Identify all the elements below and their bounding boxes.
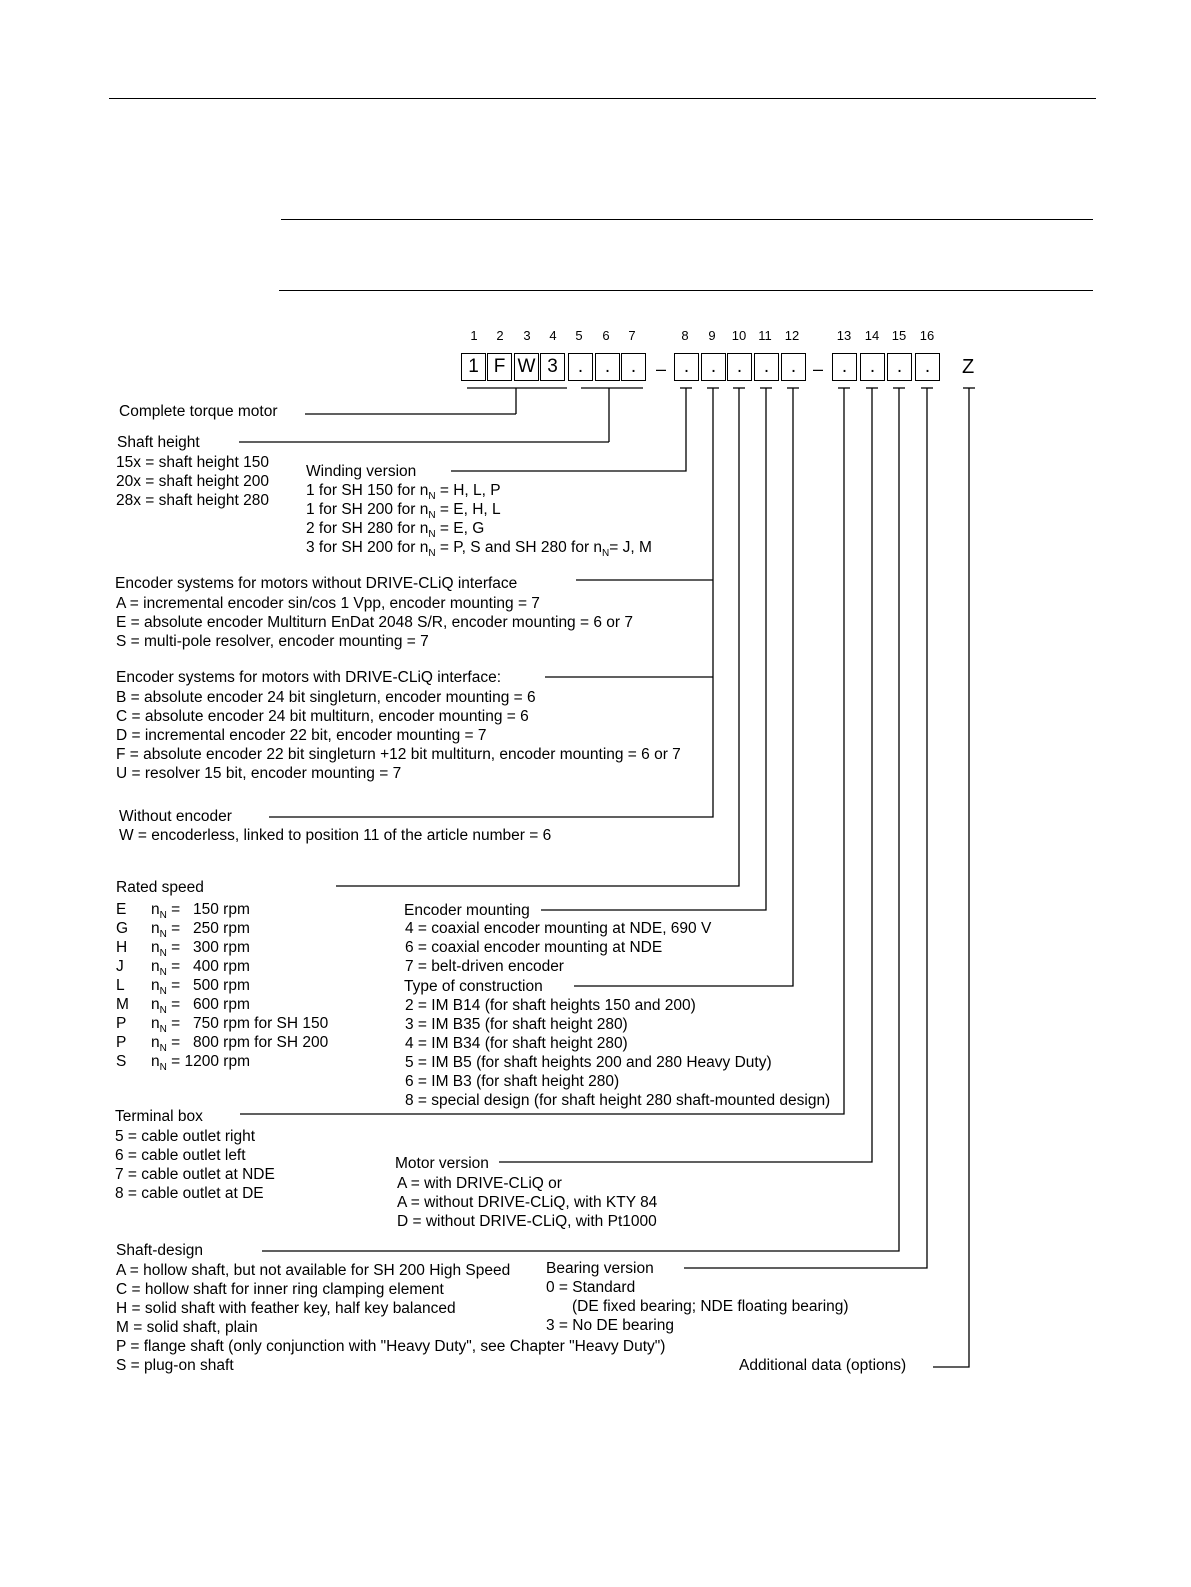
- code-box: 3: [540, 353, 565, 381]
- construction-title: Type of construction: [404, 978, 543, 995]
- speed-code: M: [116, 996, 129, 1013]
- code-box: .: [621, 353, 646, 381]
- construction-item: 8 = special design (for shaft height 280 shaft-mounted design): [405, 1092, 831, 1109]
- encoder-item: U = resolver 15 bit, encoder mounting = 7: [116, 765, 402, 782]
- code-box: .: [674, 353, 699, 381]
- motor-version-item: A = with DRIVE-CLiQ or: [397, 1175, 562, 1192]
- header-rule: [109, 98, 1096, 99]
- shaft-design-title: Shaft-design: [116, 1242, 204, 1259]
- encoder-item: A = incremental encoder sin/cos 1 Vpp, encoder mounting = 7: [116, 595, 540, 612]
- motor-version-title: Motor version: [395, 1155, 489, 1172]
- bearing-item: 3 = No DE bearing: [546, 1317, 674, 1334]
- speed-symbol: $n_N$ =: [151, 1034, 181, 1054]
- speed-symbol: $n_N$ =: [151, 1015, 181, 1035]
- speed-code: L: [116, 977, 125, 994]
- no-encoder-item: W = encoderless, linked to position 11 of the article number = 6: [119, 827, 552, 844]
- code-box: .: [595, 353, 620, 381]
- construction-item: 6 = IM B3 (for shaft height 280): [405, 1073, 620, 1090]
- pos-number: 2: [496, 328, 504, 343]
- encoder-without-cliq-title: Encoder systems for motors without DRIVE-CLiQ interface: [115, 575, 518, 592]
- pos-number: 6: [602, 328, 610, 343]
- encoder-item: C = absolute encoder 24 bit multiturn, encoder mounting = 6: [116, 708, 529, 725]
- construction-item: 5 = IM B5 (for shaft heights 200 and 280 Heavy Duty): [405, 1054, 772, 1071]
- rated-speed-title: Rated speed: [116, 879, 204, 896]
- speed-symbol: $n_N$ =: [151, 920, 181, 940]
- encoder-item: S = multi-pole resolver, encoder mounting = 7: [116, 633, 429, 650]
- winding-item: 2 for SH 280 for $n_N = E$, G: [306, 520, 485, 540]
- speed-symbol: $n_N$ =: [151, 901, 181, 921]
- construction-item: 2 = IM B14 (for shaft heights 150 and 200): [405, 997, 696, 1014]
- shaft-height-item: 28x = shaft height 280: [116, 492, 269, 509]
- speed-code: H: [116, 939, 128, 956]
- shaft-design-item: C = hollow shaft for inner ring clamping element: [116, 1281, 444, 1298]
- code-box: .: [781, 353, 806, 381]
- pos-number: 13: [836, 328, 852, 343]
- speed-code: E: [116, 901, 127, 918]
- code-box: .: [754, 353, 779, 381]
- pos-number: 10: [731, 328, 747, 343]
- code-box: 1: [461, 353, 486, 381]
- code-box: .: [701, 353, 726, 381]
- encoder-item: D = incremental encoder 22 bit, encoder mounting = 7: [116, 727, 487, 744]
- pos-number: 11: [758, 328, 772, 343]
- shaft-design-item: S = plug-on shaft: [116, 1357, 234, 1374]
- pos-number: 5: [575, 328, 583, 343]
- code-box: W: [514, 353, 539, 381]
- bearing-item: (DE fixed bearing; NDE floating bearing): [572, 1298, 849, 1315]
- shaft-design-item: M = solid shaft, plain: [116, 1319, 258, 1336]
- pos-number: 7: [628, 328, 636, 343]
- speed-code: P: [116, 1015, 127, 1032]
- code-suffix: Z: [962, 356, 975, 378]
- section-rule-top: [281, 219, 1093, 220]
- speed-value: 600 rpm: [193, 996, 250, 1013]
- code-box: F: [487, 353, 512, 381]
- speed-code: J: [116, 958, 124, 975]
- construction-item: 4 = IM B34 (for shaft height 280): [405, 1035, 628, 1052]
- speed-value: 250 rpm: [193, 920, 250, 937]
- terminal-box-title: Terminal box: [115, 1108, 203, 1125]
- code-separator: –: [656, 359, 667, 379]
- shaft-height-title: Shaft height: [117, 434, 200, 451]
- shaft-design-item: P = flange shaft (only conjunction with "Heavy Duty", see Chapter "Heavy Duty"): [116, 1338, 666, 1355]
- no-encoder-title: Without encoder: [119, 808, 232, 825]
- encoder-mounting-item: 4 = coaxial encoder mounting at NDE, 690 V: [405, 920, 712, 937]
- code-box: .: [860, 353, 885, 381]
- speed-symbol: $n_N$ =: [151, 977, 181, 997]
- pos-number: 4: [549, 328, 557, 343]
- encoder-item: F = absolute encoder 22 bit singleturn +12 bit multiturn, encoder mounting = 6 or 7: [116, 746, 681, 763]
- speed-code: S: [116, 1053, 127, 1070]
- speed-value: 150 rpm: [193, 901, 250, 918]
- winding-item: 1 for SH 150 for $n_N = H$, L, P: [306, 482, 501, 502]
- speed-value: 300 rpm: [193, 939, 250, 956]
- terminal-box-item: 7 = cable outlet at NDE: [115, 1166, 275, 1183]
- code-box: .: [568, 353, 593, 381]
- encoder-with-cliq-title: Encoder systems for motors with DRIVE-CLiQ interface:: [116, 669, 502, 686]
- winding-item: 1 for SH 200 for $n_N = E$, H, L: [306, 501, 501, 521]
- bearing-title: Bearing version: [546, 1260, 654, 1277]
- motor-version-item: D = without DRIVE-CLiQ, with Pt1000: [397, 1213, 657, 1230]
- terminal-box-item: 6 = cable outlet left: [115, 1147, 246, 1164]
- speed-code: G: [116, 920, 129, 937]
- shaft-design-item: H = solid shaft with feather key, half key balanced: [116, 1300, 456, 1317]
- construction-item: 3 = IM B35 (for shaft height 280): [405, 1016, 628, 1033]
- pos-number: 14: [864, 328, 880, 343]
- additional-data-label: Additional data (options): [739, 1357, 907, 1374]
- encoder-mounting-item: 7 = belt-driven encoder: [405, 958, 564, 975]
- terminal-box-item: 5 = cable outlet right: [115, 1128, 256, 1145]
- pos-number: 12: [784, 328, 800, 343]
- speed-value: 750 rpm for SH 150: [193, 1015, 329, 1032]
- code-box: .: [727, 353, 752, 381]
- encoder-mounting-item: 6 = coaxial encoder mounting at NDE: [405, 939, 663, 956]
- speed-code: P: [116, 1034, 127, 1051]
- encoder-mounting-title: Encoder mounting: [404, 902, 530, 919]
- speed-symbol: $n_N$ =: [151, 958, 181, 978]
- section-rule-bottom: [279, 290, 1093, 291]
- pos-number: 9: [708, 328, 716, 343]
- code-box: .: [832, 353, 857, 381]
- winding-title: Winding version: [306, 463, 417, 480]
- shaft-height-item: 20x = shaft height 200: [116, 473, 269, 490]
- terminal-box-item: 8 = cable outlet at DE: [115, 1185, 264, 1202]
- speed-value: $n_N = 1200$ rpm: [151, 1053, 251, 1073]
- pos-number: 1: [470, 328, 478, 343]
- speed-symbol: $n_N$ =: [151, 939, 181, 959]
- encoder-item: B = absolute encoder 24 bit singleturn, encoder mounting = 6: [116, 689, 536, 706]
- speed-symbol: $n_N$ =: [151, 996, 181, 1016]
- motor-version-item: A = without DRIVE-CLiQ, with KTY 84: [397, 1194, 658, 1211]
- shaft-design-item: A = hollow shaft, but not available for SH 200 High Speed: [116, 1262, 511, 1279]
- encoder-item: E = absolute encoder Multiturn EnDat 2048 S/R, encoder mounting = 6 or 7: [116, 614, 633, 631]
- pos-number: 8: [681, 328, 689, 343]
- winding-item: 3 for SH 200 for $n_N = P$, S and SH 280 for $n_N= J$, M: [306, 539, 652, 559]
- pos-number: 3: [523, 328, 531, 343]
- speed-value: 800 rpm for SH 200: [193, 1034, 329, 1051]
- complete-motor-label: Complete torque motor: [119, 403, 278, 420]
- pos-number: 16: [919, 328, 935, 343]
- speed-value: 500 rpm: [193, 977, 250, 994]
- bearing-item: 0 = Standard: [546, 1279, 636, 1296]
- code-box: .: [915, 353, 940, 381]
- speed-value: 400 rpm: [193, 958, 250, 975]
- code-box: .: [887, 353, 912, 381]
- code-separator: –: [813, 359, 824, 379]
- pos-number: 15: [891, 328, 907, 343]
- shaft-height-item: 15x = shaft height 150: [116, 454, 269, 471]
